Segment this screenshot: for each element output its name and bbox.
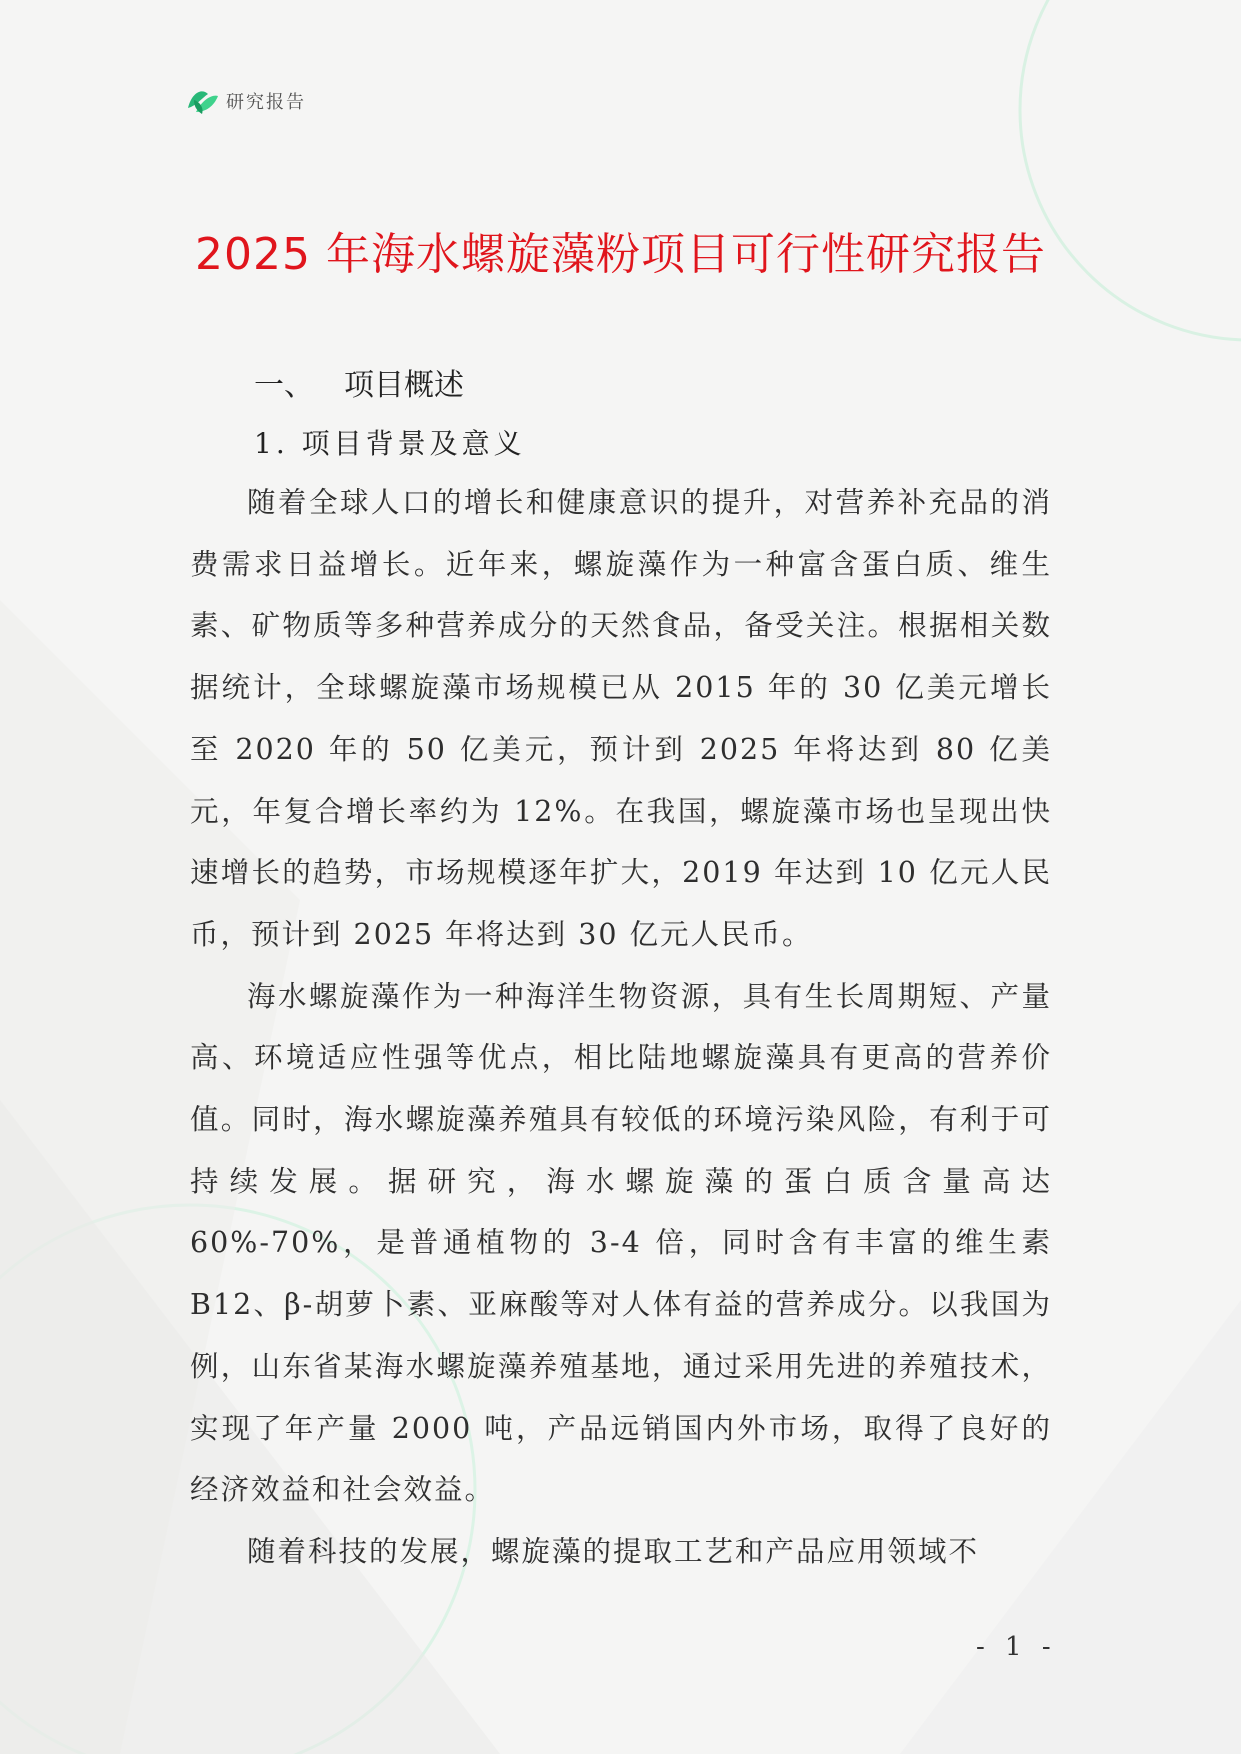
page-number: - 1 - [976, 1632, 1057, 1662]
paragraph: 海水螺旋藻作为一种海洋生物资源，具有生长周期短、产量高、环境适应性强等优点，相比陆地螺旋藻具有更高的营养价值。同时，海水螺旋藻养殖具有较低的环境污染风险，有利于可持续发展。据研究，海水螺旋藻的蛋白质含量高达 60%-70%，是普通植物的 3-4 倍，同时含有丰富的维生素 B12、β-胡萝卜素、亚麻酸等对人体有益的营养成分。以我国为例，山东省某海水螺旋藻养殖基地，通过采用先进的养殖技术，实现了年产量 2000 吨，产品远销国内外市场，取得了良好的经济效益和社会效益。 [190, 979, 1052, 1507]
section-heading [254, 360, 464, 404]
paragraph: 随着科技的发展，螺旋藻的提取工艺和产品应用领域不 [247, 1534, 980, 1568]
section-title: 项目概述 [344, 368, 464, 403]
body-text [190, 472, 1052, 1583]
paragraph: 随着全球人口的增长和健康意识的提升，对营养补充品的消费需求日益增长。近年来，螺旋藻作为一种富含蛋白质、维生素、矿物质等多种营养成分的天然食品，备受关注。根据相关数据统计，全球螺旋藻市场规模已从 2015 年的 30 亿美元增长至 2020 年的 50 亿美元，预计到 2025 年将达到 80 亿美元，年复合增长率约为 12%。在我国，螺旋藻市场也呈现出快速增长的趋势，市场规模逐年扩大，2019 年达到 10 亿元人民币，预计到 2025 年将达到 30 亿元人民币。 [190, 486, 1052, 951]
decor-ring-top-right [1020, 0, 1241, 340]
document-title: 2025 年海水螺旋藻粉项目可行性研究报告 [195, 229, 1046, 280]
header-label: 研究报告 [226, 92, 306, 113]
document-header [186, 86, 306, 116]
leaf-logo-icon [186, 86, 220, 116]
subsection-heading: 1. 项目背景及意义 [254, 427, 526, 460]
section-number: 一、 [254, 368, 314, 403]
